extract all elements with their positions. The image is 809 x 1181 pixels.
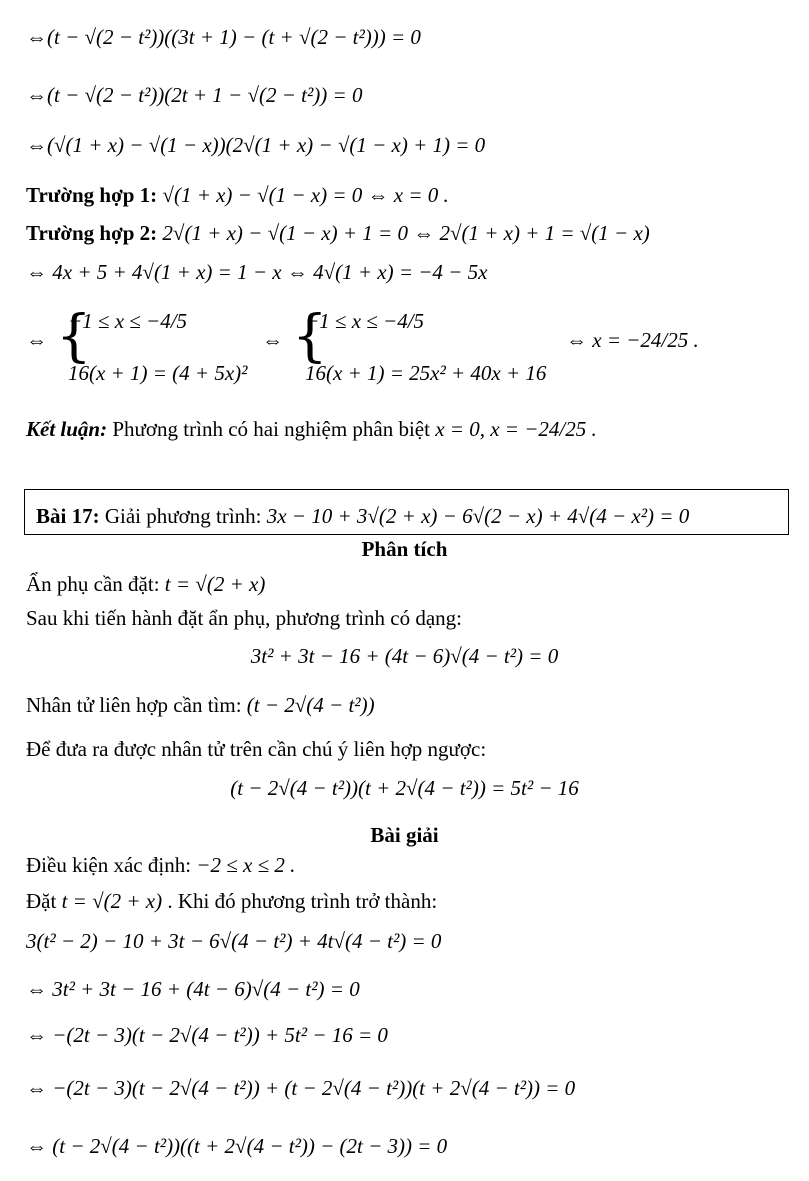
system-1-row-1: −1 ≤ x ≤ −4/5 (68, 309, 188, 333)
solution-line-2 (26, 888, 437, 914)
solution-line-6: ⇔ −(2t − 3)(t − 2√(4 − t²)) + (t − 2√(4 − t²))(t + 2√(4 − t²)) = 0 (26, 1076, 576, 1100)
conclusion-label: Kết luận: (26, 417, 108, 441)
analysis-line-1 (26, 571, 265, 597)
analysis-heading: Phân tích (361, 537, 448, 561)
solution-line-2-text-b: . Khi đó phương trình trở thành: (167, 889, 438, 913)
solution-line-1 (26, 852, 295, 878)
solution-line-3: 3(t² − 2) − 10 + 3t − 6√(4 − t²) + 4t√(4 − t²) = 0 (26, 929, 442, 953)
case-1 (26, 182, 449, 208)
solution-line-5: ⇔ −(2t − 3)(t − 2√(4 − t²)) + 5t² − 16 = 0 (26, 1023, 388, 1047)
system-2-row-1: −1 ≤ x ≤ −4/5 (305, 309, 425, 333)
equation-line-1: ⇔(t − √(2 − t²))((3t + 1) − (t + √(2 − t²))) = 0 (26, 25, 421, 49)
case-2-result: ⇔ x = −24/25 . (566, 328, 699, 352)
equation-line-3: ⇔(√(1 + x) − √(1 − x))(2√(1 + x) − √(1 − x) + 1) = 0 (26, 133, 486, 157)
analysis-conjugate-equation: (t − 2√(4 − t²))(t + 2√(4 − t²)) = 5t² − 16 (230, 776, 579, 800)
analysis-line-2: Sau khi tiến hành đặt ẩn phụ, phương trình có dạng: (26, 606, 462, 630)
case-2-label: Trường hợp 2: (26, 221, 158, 245)
case-2-math: 2√(1 + x) − √(1 − x) + 1 = 0 ⇔ 2√(1 + x) + 1 = √(1 − x) (162, 221, 650, 245)
analysis-line-5: Để đưa ra được nhân tử trên cần chú ý liên hợp ngược: (26, 737, 487, 761)
case-2-line-2: ⇔ 4x + 5 + 4√(1 + x) = 1 − x ⇔ 4√(1 + x) = −4 − 5x (26, 260, 488, 284)
conclusion (26, 416, 597, 442)
solution-line-1-text: Điều kiện xác định: (26, 853, 192, 877)
problem-math: 3x − 10 + 3√(2 + x) − 6√(2 − x) + 4√(4 − x²) = 0 (266, 504, 690, 528)
system-brace-1: { (56, 304, 92, 369)
analysis-line-1-math: t = √(2 + x) (164, 572, 266, 596)
analysis-line-4-text: Nhân tử liên hợp cần tìm: (26, 693, 242, 717)
equivalence-symbol: ⇔ (26, 328, 47, 352)
analysis-equation: 3t² + 3t − 16 + (4t − 6)√(4 − t²) = 0 (250, 644, 559, 668)
equivalence-symbol-2: ⇔ (262, 328, 283, 352)
system-2-row-2: 16(x + 1) = 25x² + 40x + 16 (305, 361, 547, 385)
conclusion-math: x = 0, x = −24/25 . (435, 417, 597, 441)
analysis-line-4-math: (t − 2√(4 − t²)) (246, 693, 375, 717)
system-brace-2: { (292, 304, 328, 369)
problem-label: Bài 17: (36, 504, 100, 528)
solution-line-4: ⇔ 3t² + 3t − 16 + (4t − 6)√(4 − t²) = 0 (26, 977, 360, 1001)
analysis-line-1-text: Ẩn phụ cần đặt: (26, 572, 160, 596)
solution-line-2-text-a: Đặt (26, 889, 57, 913)
conclusion-text: Phương trình có hai nghiệm phân biệt (112, 417, 430, 441)
solution-line-7: ⇔ (t − 2√(4 − t²))((t + 2√(4 − t²)) − (2t − 3)) = 0 (26, 1134, 448, 1158)
solution-heading: Bài giải (370, 823, 439, 847)
system-1-row-2: 16(x + 1) = (4 + 5x)² (68, 361, 248, 385)
case-1-label: Trường hợp 1: (26, 183, 158, 207)
analysis-line-4 (26, 692, 375, 718)
problem-text: Giải phương trình: (104, 504, 262, 528)
case-2 (26, 220, 650, 246)
problem-statement (36, 503, 689, 529)
equation-line-2: ⇔(t − √(2 − t²))(2t + 1 − √(2 − t²)) = 0 (26, 83, 363, 107)
solution-line-2-math: t = √(2 + x) (61, 889, 163, 913)
solution-line-1-math: −2 ≤ x ≤ 2 . (196, 853, 296, 877)
case-1-math: √(1 + x) − √(1 − x) = 0 ⇔ x = 0 . (162, 183, 449, 207)
